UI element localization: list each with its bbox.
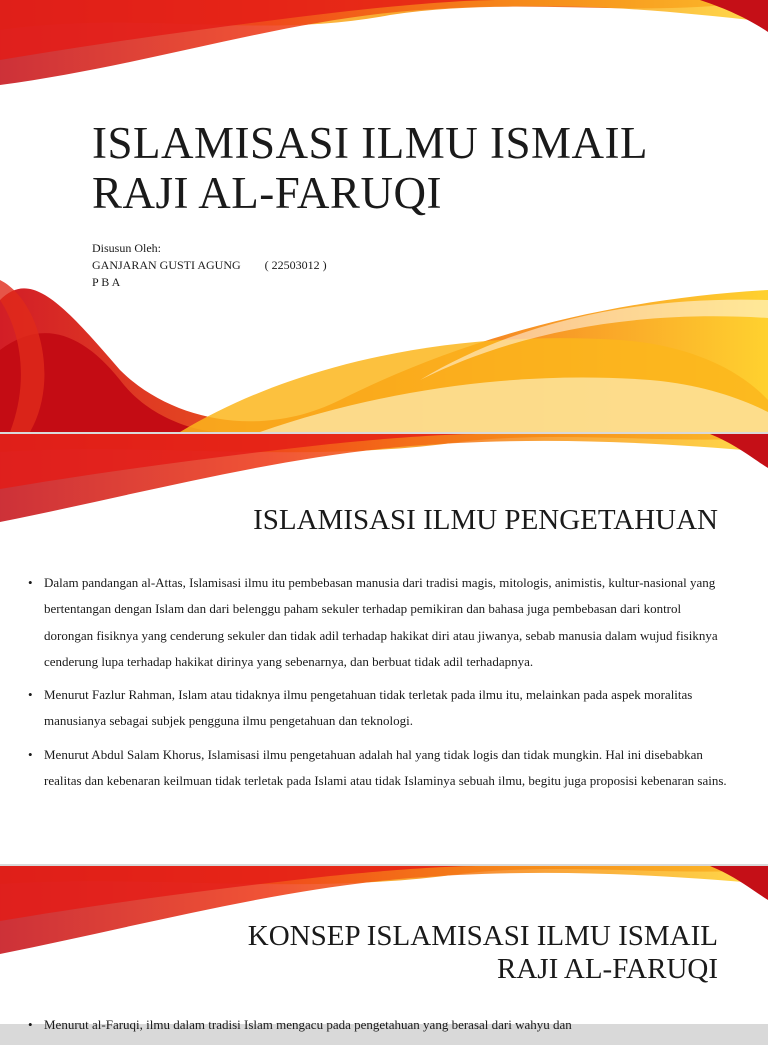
slide-konsep-islamisasi bbox=[0, 866, 768, 1032]
slide-title bbox=[0, 0, 768, 432]
author-name: GANJARAN GUSTI AGUNG bbox=[92, 258, 241, 272]
title-line: KONSEP ISLAMISASI ILMU ISMAIL bbox=[247, 920, 718, 952]
slide-islamisasi-ilmu-pengetahuan bbox=[0, 434, 768, 864]
title-line: RAJI AL-FARUQI bbox=[497, 953, 718, 985]
author-id: ( 22503012 ) bbox=[264, 258, 327, 272]
slide-heading bbox=[248, 920, 718, 986]
bullet-list bbox=[28, 570, 728, 801]
slide-heading: ISLAMISASI ILMU PENGETAHUAN bbox=[253, 504, 718, 536]
list-item: • Dalam pandangan al-Attas, Islamisasi ilmu itu pembebasan manusia dari tradisi magis, mitologis, animistis, kultur-nasional yang bertentangan dengan Islam dan dari belenggu paham sekuler terhadap pemikiran dan bahasa juga pembebasan dari kontrol dorongan fisiknya yang cenderung sekuler dan tidak adil terhadap hakikat diri atau jiwanya, sebab manusia dalam wujud fisiknya cenderung lupa terhadap hakikat dirinya yang sebenarnya, dan berbuat tidak adil terhadapnya. bbox=[28, 570, 728, 675]
list-item: • Menurut al-Faruqi, ilmu dalam tradisi Islam mengacu pada pengetahuan yang berasal dari wahyu dan bbox=[28, 1012, 728, 1038]
subtitle-line: P B A bbox=[92, 275, 121, 289]
author-line bbox=[92, 257, 327, 274]
title-line: ISLAMISASI ILMU ISMAIL bbox=[92, 118, 649, 168]
list-item: • Menurut Abdul Salam Khorus, Islamisasi ilmu pengetahuan adalah hal yang tidak logis dan tidak mungkin. Hal ini disebabkan realitas dan kebenaran keilmuan tidak terletak pada Islami atau tidak Islaminya sebuah ilmu, begitu juga proposisi kebenaran sains. bbox=[28, 742, 728, 795]
slide-subtitle bbox=[92, 240, 327, 291]
title-line: RAJI AL-FARUQI bbox=[92, 168, 442, 218]
subtitle-line: Disusun Oleh: bbox=[92, 241, 161, 255]
bullet-list bbox=[28, 1012, 728, 1045]
list-item: • Menurut Fazlur Rahman, Islam atau tidaknya ilmu pengetahuan tidak terletak pada ilmu itu, melainkan pada aspek moralitas manusianya sebagai subjek pengguna ilmu pengetahuan dan teknologi. bbox=[28, 682, 728, 735]
slide-title-heading bbox=[92, 118, 732, 218]
